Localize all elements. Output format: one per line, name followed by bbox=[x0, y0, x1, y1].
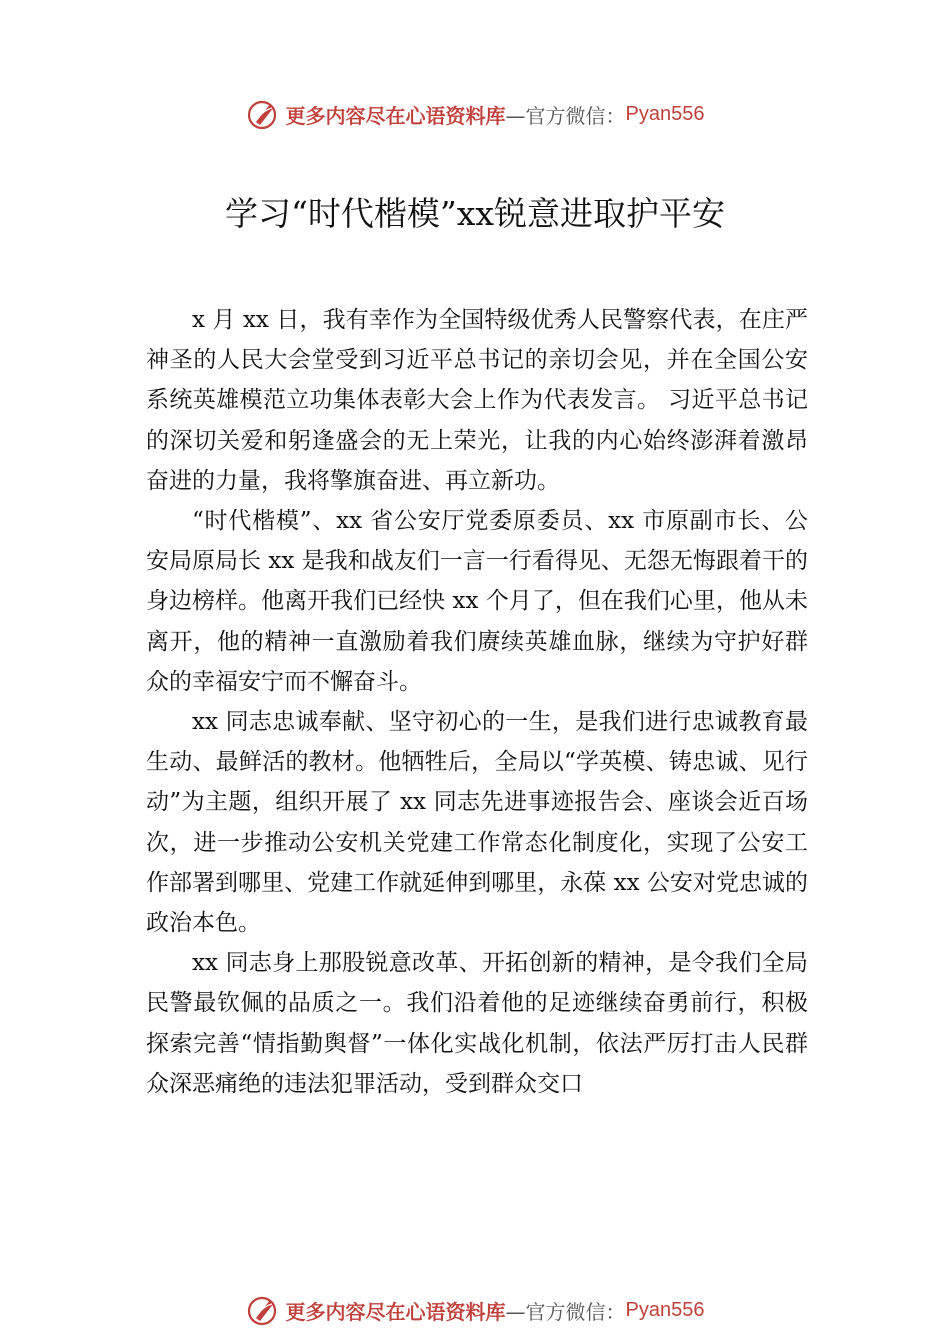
header-watermark-banner bbox=[0, 94, 950, 134]
banner-wechat-id: Pyan556 bbox=[625, 102, 705, 125]
banner-dash-text: —官方微信： bbox=[505, 103, 626, 128]
paragraph-2: “时代楷模”、xx 省公安厅党委原委员、xx 市原副市长、公安局原局长 xx 是我和战友们一言一行看得见、无怨无悔跟着干的身边榜样。他离开我们已经快 xx 个月了，但在我们心里，他从未离开，他的精神一直激励着我们赓续英雄血脉，继续为守护好群众的幸福安宁而不懈奋斗。 bbox=[146, 508, 808, 695]
banner-wechat-id: Pyan556 bbox=[625, 1298, 705, 1321]
paragraph-4: xx 同志身上那股锐意改革、开拓创新的精神，是令我们全局民警最钦佩的品质之一。我们沿着他的足迹继续奋勇前行，积极探索完善“情指勤舆督”一体化实战化机制，依法严厉打击人民群众深恶痛绝的违法犯罪活动，受到群众交口 bbox=[146, 950, 808, 1097]
paragraph-1: x 月 xx 日，我有幸作为全国特级优秀人民警察代表，在庄严神圣的人民大会堂受到习近平总书记的亲切会见，并在全国公安系统英雄模范立功集体表彰大会上作为代表发言。 习近平总书记的深切关爱和躬逢盛会的无上荣光，让我的内心始终澎湃着激昂奋进的力量，我将擎旗奋进、再立新功。 bbox=[146, 307, 808, 494]
banner-site-text: 更多内容尽在心语资料库 bbox=[285, 1299, 506, 1324]
document-title: 学习“时代楷模”xx锐意进取护平安 bbox=[225, 194, 725, 233]
footer-watermark-banner bbox=[0, 1290, 950, 1330]
pen-nib-circle-icon bbox=[246, 1292, 282, 1328]
banner-site-text: 更多内容尽在心语资料库 bbox=[285, 103, 506, 128]
pen-nib-circle-icon bbox=[246, 96, 282, 132]
document-body bbox=[146, 300, 808, 1104]
banner-dash-text: —官方微信： bbox=[505, 1299, 626, 1324]
paragraph-3: xx 同志忠诚奉献、坚守初心的一生，是我们进行忠诚教育最生动、最鲜活的教材。他牺牲后，全局以“学英模、铸忠诚、见行动”为主题，组织开展了 xx 同志先进事迹报告会、座谈会近百场次，进一步推动公安机关党建工作常态化制度化，实现了公安工作部署到哪里、党建工作就延伸到哪里，永葆 xx 公安对党忠诚的政治本色。 bbox=[146, 709, 808, 937]
